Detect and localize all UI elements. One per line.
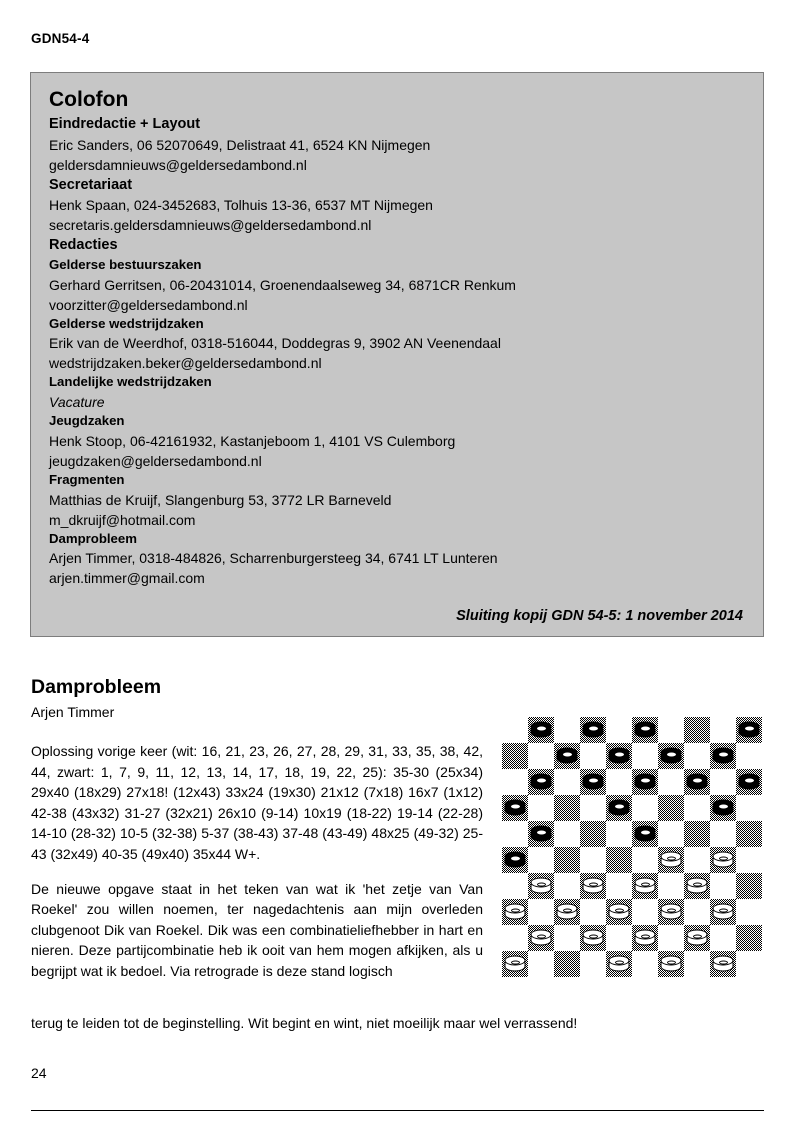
black-piece xyxy=(687,774,708,791)
board-square-light xyxy=(528,847,554,873)
board-square-dark xyxy=(580,821,606,847)
colofon-line: Matthias de Kruijf, Slangenburg 53, 3772 LR Barneveld xyxy=(49,491,392,508)
board-square-light xyxy=(684,951,710,977)
white-piece xyxy=(635,930,656,947)
article-author: Arjen Timmer xyxy=(31,704,115,720)
white-piece xyxy=(583,878,604,895)
black-piece xyxy=(635,826,656,843)
board-square-light xyxy=(606,717,632,743)
colofon-heading: Gelderse bestuurszaken xyxy=(49,256,202,272)
board-square-dark xyxy=(736,717,762,743)
board-square-dark xyxy=(684,769,710,795)
colofon-line: secretaris.geldersdamnieuws@geldersedambond.nl xyxy=(49,217,372,234)
black-piece xyxy=(739,722,760,739)
white-piece xyxy=(661,852,682,869)
board-square-dark xyxy=(632,769,658,795)
board-square-light xyxy=(684,847,710,873)
white-piece xyxy=(609,904,630,921)
board-square-light xyxy=(606,925,632,951)
board-square-light xyxy=(606,873,632,899)
black-piece xyxy=(713,800,734,817)
board-square-light xyxy=(554,821,580,847)
colofon-line: Erik van de Weerdhof, 0318-516044, Doddegras 9, 3902 AN Veenendaal xyxy=(49,335,501,352)
footer-rule xyxy=(31,1110,764,1111)
board-square-dark xyxy=(528,821,554,847)
board-square-light xyxy=(710,821,736,847)
board-square-dark xyxy=(684,821,710,847)
board-square-light xyxy=(736,951,762,977)
board-square-dark xyxy=(502,795,528,821)
board-square-dark xyxy=(710,795,736,821)
board-square-dark xyxy=(502,847,528,873)
white-piece xyxy=(713,956,734,973)
board-square-dark xyxy=(658,899,684,925)
board-square-dark xyxy=(606,951,632,977)
board-square-light xyxy=(658,925,684,951)
white-piece xyxy=(687,930,708,947)
board-square-dark xyxy=(554,743,580,769)
board-square-dark xyxy=(632,717,658,743)
board-square-dark xyxy=(554,847,580,873)
board-square-dark xyxy=(580,925,606,951)
board-square-light xyxy=(502,821,528,847)
board-square-light xyxy=(632,743,658,769)
white-piece xyxy=(531,878,552,895)
white-piece xyxy=(661,956,682,973)
colofon-line: Henk Spaan, 024-3452683, Tolhuis 13-36, 6537 MT Nijmegen xyxy=(49,197,433,214)
colofon-line: Gerhard Gerritsen, 06-20431014, Groenendaalseweg 34, 6871CR Renkum xyxy=(49,276,516,293)
white-piece xyxy=(713,852,734,869)
board-square-light xyxy=(580,951,606,977)
colofon-title: Colofon xyxy=(49,88,129,111)
board-square-dark xyxy=(658,743,684,769)
white-piece xyxy=(609,956,630,973)
board-square-dark xyxy=(658,951,684,977)
article-body xyxy=(31,741,483,981)
colofon-heading: Secretariaat xyxy=(49,176,133,193)
colofon-line: Eric Sanders, 06 52070649, Delistraat 41, 6524 KN Nijmegen xyxy=(49,136,431,153)
colofon-heading: Redacties xyxy=(49,237,118,254)
black-piece xyxy=(583,774,604,791)
board-square-light xyxy=(502,873,528,899)
article-paragraph-intro: De nieuwe opgave staat in het teken van wat ik 'het zetje van Van Roekel' zou willen noemen, ter nagedachtenis aan mijn overleden clubgenoot Dik van Roekel. Dik was een combinatieliefhebber in hart en nieren. Deze partijcombinatie heb ik ooit van hem mogen afkijken, als u begrijpt wat ik bedoel. Via retrograde is deze stand logisch xyxy=(31,880,483,979)
board-square-dark xyxy=(736,873,762,899)
black-piece xyxy=(505,800,526,817)
board-square-dark xyxy=(580,717,606,743)
board-square-light xyxy=(554,769,580,795)
board-square-dark xyxy=(606,847,632,873)
board-square-dark xyxy=(580,769,606,795)
colofon-heading: Landelijke wedstrijdzaken xyxy=(49,374,212,390)
board-square-dark xyxy=(684,925,710,951)
board-square-dark xyxy=(580,873,606,899)
board-square-dark xyxy=(632,821,658,847)
board-square-light xyxy=(658,717,684,743)
board-square-dark xyxy=(736,925,762,951)
board-square-light xyxy=(710,769,736,795)
white-piece xyxy=(635,878,656,895)
colofon-deadline: Sluiting kopij GDN 54-5: 1 november 2014 xyxy=(456,608,743,625)
board-square-light xyxy=(736,899,762,925)
board-square-light xyxy=(580,899,606,925)
board-square-dark xyxy=(528,769,554,795)
board-square-dark xyxy=(632,873,658,899)
board-square-dark xyxy=(710,951,736,977)
colofon-line: voorzitter@geldersedambond.nl xyxy=(49,296,248,313)
board-square-light xyxy=(710,873,736,899)
white-piece xyxy=(531,930,552,947)
board-square-light xyxy=(632,795,658,821)
board-square-dark xyxy=(554,795,580,821)
board-square-dark xyxy=(658,795,684,821)
white-piece xyxy=(583,930,604,947)
article-paragraph-tail: terug te leiden tot de beginstelling. Wit begint en wint, niet moeilijk maar wel verrassend! xyxy=(31,1015,578,1031)
board-square-dark xyxy=(710,743,736,769)
white-piece xyxy=(505,956,526,973)
board-square-dark xyxy=(684,717,710,743)
black-piece xyxy=(531,774,552,791)
black-piece xyxy=(713,748,734,765)
board-square-dark xyxy=(632,925,658,951)
board-square-dark xyxy=(684,873,710,899)
board-square-light xyxy=(554,925,580,951)
colofon-heading: Gelderse wedstrijdzaken xyxy=(49,315,204,331)
board-square-light xyxy=(684,795,710,821)
colofon-line: geldersdamnieuws@geldersedambond.nl xyxy=(49,156,307,173)
board-square-light xyxy=(658,821,684,847)
board-square-light xyxy=(606,769,632,795)
board-square-dark xyxy=(606,743,632,769)
black-piece xyxy=(583,722,604,739)
black-piece xyxy=(609,800,630,817)
board-square-light xyxy=(632,899,658,925)
board-square-dark xyxy=(736,769,762,795)
article-paragraph-solution: Oplossing vorige keer (wit: 16, 21, 23, 26, 27, 28, 29, 31, 33, 35, 38, 42, 44, zwart: 1, 7, 9, 11, 12, 13, 14, 17, 18, 19, 22, 25): 35-30 (25x34) 29x40 (18x29) 27x18! (12x43) 33x24 (19x30) 21x12 (7x18) 16x7 (1x12) 42-38 (43x32) 31-27 (32x21) 26x10 (9-14) 10x19 (18-22) 19-14 (22-28) 14-10 (28-32) 10-5 (32-38) 5-37 (38-43) 37-48 (43-49) 48x25 (49-32) 25-43 (32x49) 40-35 (49x40) 35x44 W+. xyxy=(31,743,483,862)
board-square-light xyxy=(528,743,554,769)
board-square-light xyxy=(736,795,762,821)
board-square-light xyxy=(528,795,554,821)
white-piece xyxy=(687,878,708,895)
board-square-dark xyxy=(554,899,580,925)
colofon-line: m_dkruijf@hotmail.com xyxy=(49,511,196,528)
running-head: GDN54-4 xyxy=(31,31,90,46)
black-piece xyxy=(505,852,526,869)
colofon-heading: Jeugdzaken xyxy=(49,413,125,429)
board-square-light xyxy=(554,873,580,899)
black-piece xyxy=(557,748,578,765)
white-piece xyxy=(713,904,734,921)
page-number: 24 xyxy=(31,1065,47,1081)
board-square-dark xyxy=(502,743,528,769)
colofon-heading: Eindredactie + Layout xyxy=(49,116,201,133)
board-square-light xyxy=(528,951,554,977)
colofon-line: Vacature xyxy=(49,394,105,411)
colofon-line: Arjen Timmer, 0318-484826, Scharrenburgersteeg 34, 6741 LT Lunteren xyxy=(49,550,498,567)
board-square-light xyxy=(736,847,762,873)
white-piece xyxy=(661,904,682,921)
draughts-board xyxy=(502,717,762,1003)
board-square-dark xyxy=(502,951,528,977)
board-square-light xyxy=(580,795,606,821)
colofon-line: wedstrijdzaken.beker@geldersedambond.nl xyxy=(49,355,322,372)
board-square-dark xyxy=(502,899,528,925)
board-square-light xyxy=(580,847,606,873)
board-square-dark xyxy=(554,951,580,977)
board-square-dark xyxy=(658,847,684,873)
board-square-light xyxy=(528,899,554,925)
board-square-light xyxy=(580,743,606,769)
board-square-light xyxy=(606,821,632,847)
board-square-light xyxy=(658,873,684,899)
colofon-line: jeugdzaken@geldersedambond.nl xyxy=(49,452,262,469)
article-title: Damprobleem xyxy=(31,676,162,698)
black-piece xyxy=(635,722,656,739)
colofon-entries xyxy=(49,114,745,588)
board-square-light xyxy=(502,717,528,743)
board-square-dark xyxy=(528,925,554,951)
board-square-light xyxy=(710,925,736,951)
colofon-box xyxy=(30,72,764,637)
black-piece xyxy=(531,826,552,843)
board-square-light xyxy=(736,743,762,769)
black-piece xyxy=(635,774,656,791)
board-square-light xyxy=(554,717,580,743)
board-square-light xyxy=(502,925,528,951)
board-square-dark xyxy=(606,899,632,925)
black-piece xyxy=(531,722,552,739)
board-square-light xyxy=(710,717,736,743)
white-piece xyxy=(557,904,578,921)
board-square-light xyxy=(632,847,658,873)
colofon-line: arjen.timmer@gmail.com xyxy=(49,570,205,587)
board-square-dark xyxy=(710,847,736,873)
board-square-light xyxy=(684,899,710,925)
board-square-light xyxy=(502,769,528,795)
board-square-dark xyxy=(736,821,762,847)
black-piece xyxy=(661,748,682,765)
colofon-heading: Damprobleem xyxy=(49,530,137,546)
board-square-light xyxy=(684,743,710,769)
black-piece xyxy=(609,748,630,765)
board-square-dark xyxy=(528,717,554,743)
black-piece xyxy=(739,774,760,791)
board-square-dark xyxy=(710,899,736,925)
colofon-line: Henk Stoop, 06-42161932, Kastanjeboom 1, 4101 VS Culemborg xyxy=(49,432,456,449)
colofon-heading: Fragmenten xyxy=(49,471,125,487)
board-square-dark xyxy=(528,873,554,899)
board-square-light xyxy=(632,951,658,977)
board-square-dark xyxy=(606,795,632,821)
white-piece xyxy=(505,904,526,921)
board-square-light xyxy=(658,769,684,795)
